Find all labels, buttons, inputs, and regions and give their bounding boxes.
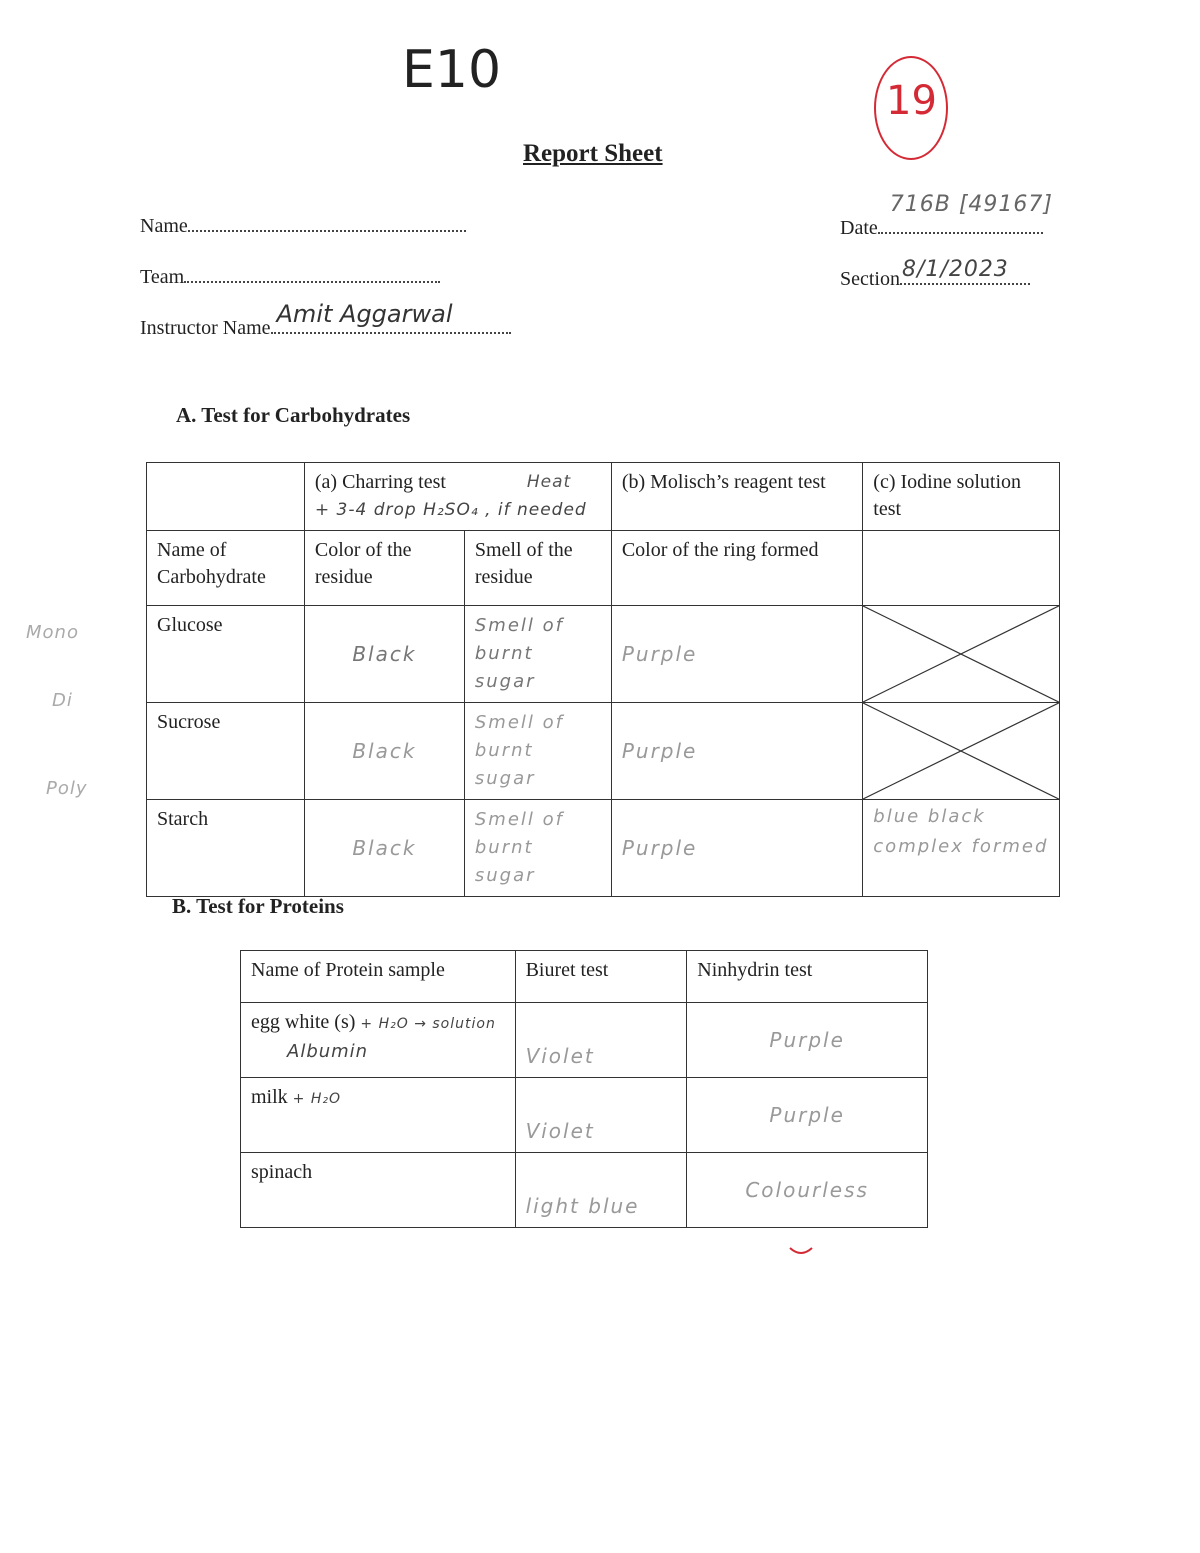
protein-name-cell xyxy=(241,1153,516,1228)
cross-mark-icon xyxy=(863,606,1059,702)
team-label: Team xyxy=(140,266,185,288)
biuret-result: Violet xyxy=(515,1003,687,1078)
date-label: Date xyxy=(840,217,878,239)
ninhydrin-result: Colourless xyxy=(687,1153,928,1228)
margin-note-poly: Poly xyxy=(46,778,88,799)
residue-smell: Smell of burnt sugar xyxy=(464,800,611,897)
ring-color: Purple xyxy=(611,703,862,800)
subheader-name: Name of Carbohydrate xyxy=(147,531,305,606)
table-subheader-row xyxy=(147,531,1060,606)
residue-smell: Smell of burnt sugar xyxy=(464,606,611,703)
protein-name: egg white (s) xyxy=(251,1011,356,1033)
name-blank[interactable] xyxy=(188,212,466,232)
carb-name: Sucrose xyxy=(147,703,305,800)
carb-name: Starch xyxy=(147,800,305,897)
page-title: Report Sheet xyxy=(523,140,663,167)
protein-name-cell xyxy=(241,1078,516,1153)
section-blank[interactable] xyxy=(900,257,1030,285)
biuret-result: light blue xyxy=(515,1153,687,1228)
table-row xyxy=(147,606,1060,703)
exam-mark: E10 xyxy=(402,40,502,100)
protein-name-cell xyxy=(241,1003,516,1078)
crossed-out-cell xyxy=(863,606,1060,703)
ring-color: Purple xyxy=(611,800,862,897)
charring-test-title: (a) Charring test xyxy=(314,471,446,493)
date-field xyxy=(840,192,1053,240)
table-row xyxy=(147,800,1060,897)
ring-color: Purple xyxy=(611,606,862,703)
cross-mark-icon xyxy=(863,703,1059,799)
biuret-result: Violet xyxy=(515,1078,687,1153)
ninhydrin-header: Ninhydrin test xyxy=(687,951,928,1003)
carb-name: Glucose xyxy=(147,606,305,703)
molisch-test-header: (b) Molisch’s reagent test xyxy=(611,463,862,531)
iodine-test-header: (c) Iodine solution test xyxy=(863,463,1060,531)
margin-note-mono: Mono xyxy=(26,622,79,643)
subheader-color: Color of the residue xyxy=(304,531,464,606)
table-row xyxy=(241,1078,928,1153)
charring-test-header xyxy=(304,463,611,531)
score-value: 19 xyxy=(886,78,937,124)
carbohydrate-table xyxy=(146,462,1060,897)
protein-name: spinach xyxy=(251,1161,313,1183)
instructor-field xyxy=(140,300,511,340)
biuret-header: Biuret test xyxy=(515,951,687,1003)
table-row xyxy=(241,1153,928,1228)
subheader-ring: Color of the ring formed xyxy=(611,531,862,606)
charring-note-heat: Heat xyxy=(526,472,572,492)
section-a-heading: A. Test for Carbohydrates xyxy=(176,403,411,427)
protein-table xyxy=(240,950,928,1228)
section-b-heading: B. Test for Proteins xyxy=(172,894,344,918)
name-label: Name xyxy=(140,215,188,237)
ninhydrin-result: Purple xyxy=(687,1003,928,1078)
subheader-empty xyxy=(863,531,1060,606)
iodine-result: blue black complex formed xyxy=(863,800,1060,897)
protein-header-row xyxy=(241,951,928,1003)
ninhydrin-result: Purple xyxy=(687,1078,928,1153)
check-mark-icon xyxy=(788,1244,814,1258)
name-field xyxy=(140,212,466,238)
protein-note: + H₂O xyxy=(292,1091,342,1107)
date-value: 716B [49167] xyxy=(889,192,1053,217)
section-value: 8/1/2023 xyxy=(902,257,1009,282)
instructor-label: Instructor Name xyxy=(140,317,271,339)
table-header-row xyxy=(147,463,1060,531)
residue-smell: Smell of burnt sugar xyxy=(464,703,611,800)
team-blank[interactable] xyxy=(184,263,440,283)
header-empty-cell xyxy=(147,463,305,531)
instructor-value: Amit Aggarwal xyxy=(276,300,453,328)
team-field xyxy=(140,263,440,289)
table-row xyxy=(241,1003,928,1078)
residue-color: Black xyxy=(304,800,464,897)
charring-note-acid: + 3-4 drop H₂SO₄ , if needed xyxy=(314,500,587,520)
subheader-smell: Smell of the residue xyxy=(464,531,611,606)
date-blank[interactable] xyxy=(878,192,1053,234)
section-field xyxy=(840,257,1030,291)
protein-name-header: Name of Protein sample xyxy=(241,951,516,1003)
crossed-out-cell xyxy=(863,703,1060,800)
protein-note-2: Albumin xyxy=(287,1041,369,1062)
instructor-blank[interactable] xyxy=(271,300,511,334)
section-label: Section xyxy=(840,268,900,290)
residue-color: Black xyxy=(304,703,464,800)
protein-note: + H₂O → solution xyxy=(360,1016,496,1032)
residue-color: Black xyxy=(304,606,464,703)
table-row xyxy=(147,703,1060,800)
margin-note-di: Di xyxy=(52,690,73,711)
protein-name: milk xyxy=(251,1086,288,1108)
